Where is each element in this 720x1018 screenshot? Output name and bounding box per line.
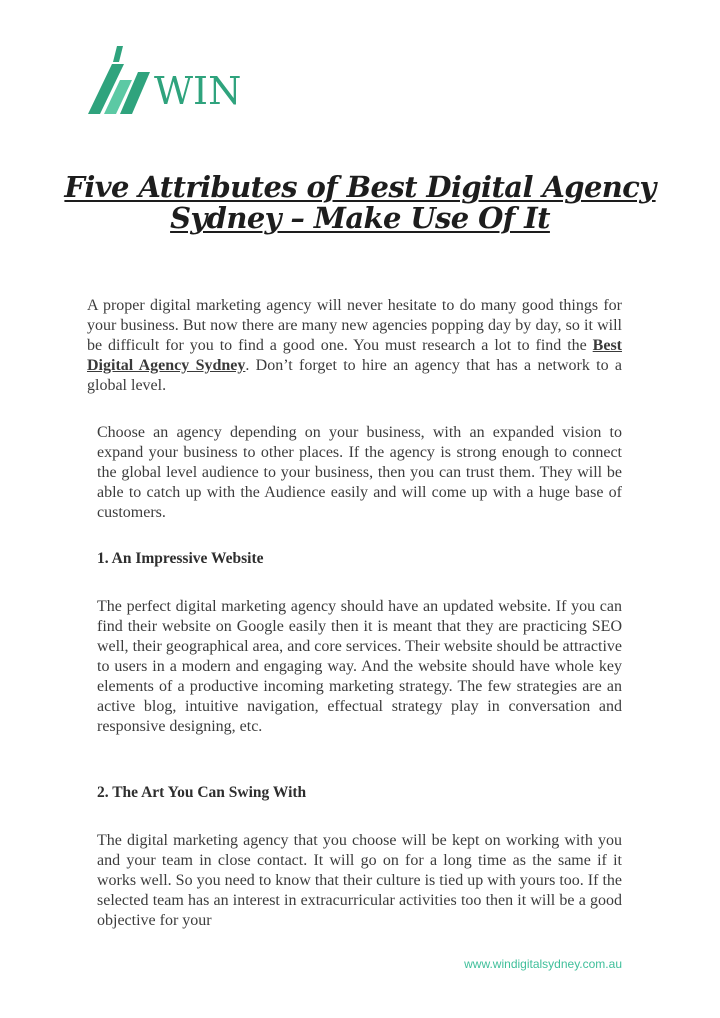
choose-agency-paragraph: Choose an agency depending on your business, with an expanded vision to expand your business to other places. If the agency is strong enough to connect the global level audience to your business, then you can trust them. They will be able to catch up with the Audience easily and will come up with a huge base of customers.	[97, 424, 622, 521]
page-title: Five Attributes of Best Digital Agency Sydney – Make Use Of It	[64, 170, 656, 235]
footer-website-url[interactable]: www.windigitalsydney.com.au	[464, 957, 622, 971]
section-heading-website: 1. An Impressive Website	[97, 550, 264, 567]
best-digital-agency-link[interactable]: Best Digital Agency Sydney	[87, 337, 622, 374]
section-body-art: The digital marketing agency that you choose will be kept on working with you and your team in close contact. It will go on for a long time as the same if it works well. So you need to know that their culture is tied up with yours too. If the selected team has an interest in extracurricular activities too then it will be a good objective for your	[97, 832, 622, 929]
intro-text-start: A proper digital marketing agency will never hesitate to do many good things for your business. But now there are many new agencies popping day by day, so it will be difficult for you to find a good one. You must research a lot to find the	[87, 297, 622, 354]
intro-paragraph	[87, 296, 622, 396]
win-logo-icon	[86, 42, 266, 120]
logo-wordmark: WIN	[154, 69, 242, 113]
section-heading-art: 2. The Art You Can Swing With	[97, 784, 307, 801]
section-body-website: The perfect digital marketing agency should have an updated website. If you can find their website on Google easily then it is meant that they are practicing SEO well, their geographical area, and core services. Their website should be attractive to users in a modern and engaging way. And the website should have whole key elements of a productive incoming marketing strategy. The few strategies are an active blog, intuitive navigation, effectual strategy play in conversation and responsive designing, etc.	[97, 598, 622, 735]
brand-logo	[86, 42, 266, 120]
intro-text-end: . Don’t forget to hire an agency that has a network to a global level.	[87, 357, 623, 394]
